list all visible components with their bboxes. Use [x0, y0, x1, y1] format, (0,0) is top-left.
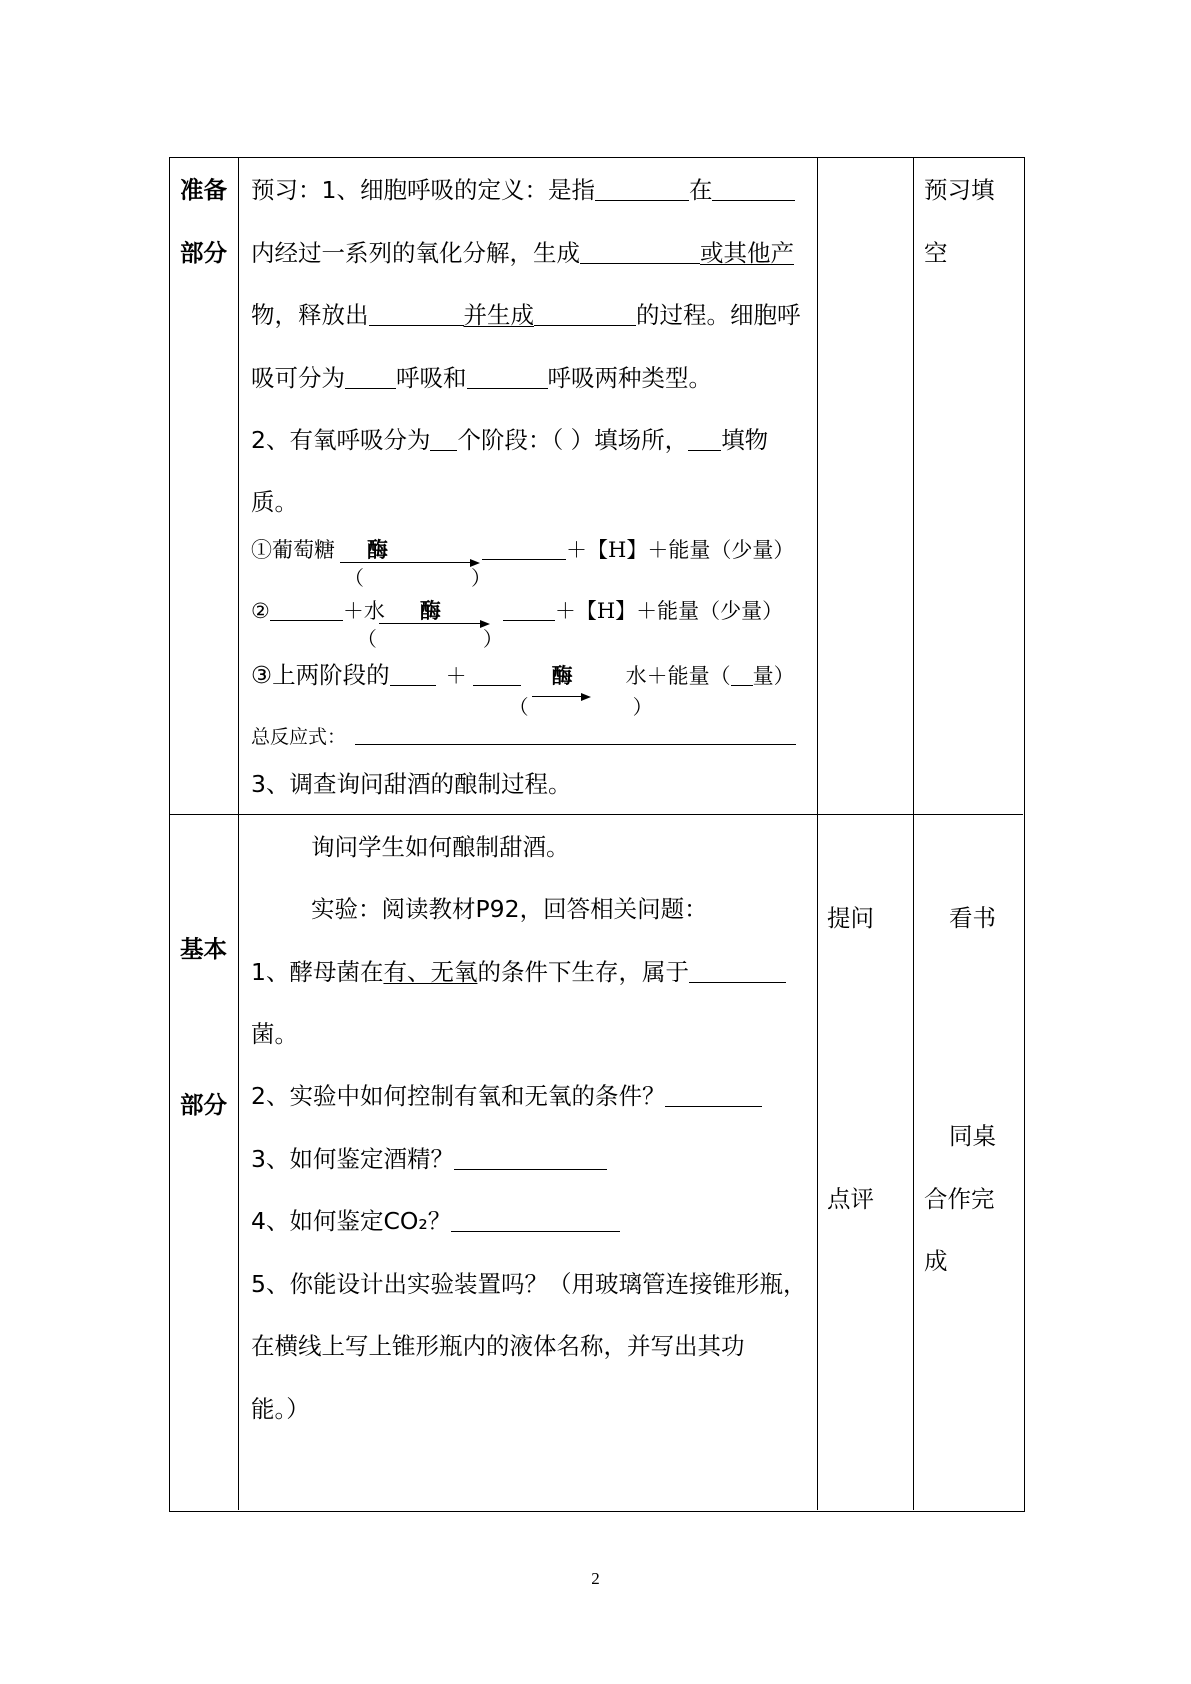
answer-blank — [482, 559, 566, 560]
text-line: 实验：阅读教材P92，回答相关问题： — [311, 895, 708, 923]
text-segment: 的条件下生存，属于 — [477, 958, 689, 986]
text-line — [251, 176, 795, 204]
reactant-text: ①葡萄糖 — [251, 538, 335, 562]
answer-blank — [454, 1169, 607, 1170]
basic-teacher-cell — [818, 815, 914, 1510]
basic-section-label-cell — [170, 815, 239, 1510]
section-label: 基本 — [180, 935, 227, 963]
total-equation-line — [251, 725, 796, 749]
text-segment: 2、实验中如何控制有氧和无氧的条件？ — [251, 1082, 666, 1110]
reaction-equation-2 — [251, 598, 784, 651]
section-label: 准备 — [180, 176, 227, 204]
paren-close: ） — [482, 627, 503, 651]
answer-blank — [270, 620, 343, 621]
question-line — [251, 1082, 762, 1110]
text-segment: 呼吸和 — [396, 364, 467, 392]
text-segment: 物，释放出 — [251, 301, 369, 329]
reaction-arrow — [508, 662, 653, 719]
paren-open: （ — [356, 627, 377, 651]
answer-blank — [451, 1231, 620, 1232]
answer-blank — [580, 263, 700, 264]
enzyme-label: 酶 — [551, 663, 573, 688]
answer-blank — [390, 685, 436, 686]
student-activity-text: 成 — [924, 1247, 948, 1275]
text-segment: 4、如何鉴定CO₂？ — [251, 1207, 452, 1235]
prep-content-cell — [239, 158, 818, 815]
text-segment: 2、有氧呼吸分为 — [251, 426, 431, 454]
text-segment: 个阶段：（ ）填场所， — [457, 426, 689, 454]
answer-blank — [731, 685, 753, 686]
reaction-equation-1 — [251, 537, 795, 590]
answer-blank — [665, 1106, 762, 1107]
prep-student-cell — [914, 158, 1023, 815]
reactant-text: ＋水 — [342, 599, 385, 623]
question-line — [251, 958, 786, 986]
text-segment: 3、如何鉴定酒精？ — [251, 1145, 454, 1173]
reaction-equation-3 — [251, 661, 795, 719]
text-segment: 预习：1、细胞呼吸的定义：是指 — [251, 176, 595, 204]
prep-section-label-cell — [170, 158, 239, 815]
text-segment: 的过程。细胞呼 — [636, 301, 801, 329]
answer-blank — [430, 450, 457, 451]
text-line: 询问学生如何酿制甜酒。 — [311, 833, 570, 861]
reaction-arrow — [340, 537, 491, 590]
student-activity-text: 看书 — [949, 904, 996, 932]
enzyme-label: 酶 — [419, 598, 441, 623]
answer-blank — [467, 388, 548, 389]
text-line — [251, 364, 712, 392]
section-label: 部分 — [180, 239, 227, 267]
product-text: 量） — [752, 664, 795, 688]
underlined-text: 有、无氧 — [383, 958, 478, 986]
basic-student-cell — [914, 815, 1023, 1510]
question-line — [251, 1207, 620, 1235]
basic-content-cell — [239, 815, 818, 1510]
student-activity-text: 空 — [924, 239, 948, 267]
answer-blank — [345, 388, 396, 389]
product-text: ＋【H】＋能量（少量） — [554, 599, 784, 623]
answer-blank — [369, 325, 464, 326]
student-activity-text: 合作完 — [924, 1185, 995, 1213]
paren-open: （ — [344, 566, 364, 590]
paren-close: ） — [471, 566, 491, 590]
reactant-text: ② — [251, 599, 270, 623]
teacher-activity-text: 点评 — [827, 1185, 874, 1213]
answer-blank — [595, 200, 689, 201]
student-activity-text: 同桌 — [949, 1122, 996, 1150]
answer-blank — [689, 982, 786, 983]
answer-blank — [688, 450, 721, 451]
page-number: 2 — [591, 1569, 600, 1588]
text-line: 质。 — [251, 488, 298, 516]
section-label: 部分 — [180, 1091, 227, 1119]
text-segment: 1、酵母菌在 — [251, 958, 384, 986]
answer-blank — [503, 620, 555, 621]
answer-blank — [712, 200, 795, 201]
question-line: 能。） — [251, 1395, 310, 1423]
answer-blank — [534, 325, 636, 326]
paren-open: （ — [508, 695, 529, 719]
prep-teacher-cell — [818, 158, 914, 815]
product-text: 水＋能量（ — [625, 664, 731, 688]
text-line — [251, 426, 768, 454]
total-equation-label: 总反应式： — [251, 726, 347, 748]
text-segment: 填物 — [721, 426, 769, 454]
text-line — [251, 301, 801, 329]
teacher-activity-text: 提问 — [827, 904, 874, 932]
text-segment: 在 — [688, 176, 713, 204]
answer-blank — [355, 744, 796, 745]
text-line: 3、调查询问甜酒的酿制过程。 — [251, 770, 572, 798]
text-line: 菌。 — [251, 1020, 298, 1048]
text-line — [251, 239, 794, 267]
underlined-text: 或其他产 — [700, 239, 794, 267]
paren-close: ） — [632, 695, 653, 719]
text-segment: 内经过一系列的氧化分解，生成 — [251, 239, 580, 267]
product-text: ＋【H】＋能量（少量） — [566, 538, 795, 562]
underlined-text: 并生成 — [463, 301, 534, 329]
enzyme-label: 酶 — [367, 537, 388, 562]
question-line: 5、你能设计出实验装置吗？（用玻璃管连接锥形瓶， — [251, 1270, 807, 1298]
text-segment: 呼吸两种类型。 — [547, 364, 712, 392]
reactant-text: ③上两阶段的 — [251, 661, 390, 689]
plus-sign: ＋ — [445, 664, 467, 688]
question-line: 在横线上写上锥形瓶内的液体名称，并写出其功 — [251, 1332, 745, 1360]
answer-blank — [473, 685, 521, 686]
reaction-arrow — [356, 598, 503, 651]
lesson-plan-table — [169, 157, 1025, 1512]
text-segment: 吸可分为 — [251, 364, 345, 392]
student-activity-text: 预习填 — [924, 176, 995, 204]
question-line — [251, 1145, 607, 1173]
